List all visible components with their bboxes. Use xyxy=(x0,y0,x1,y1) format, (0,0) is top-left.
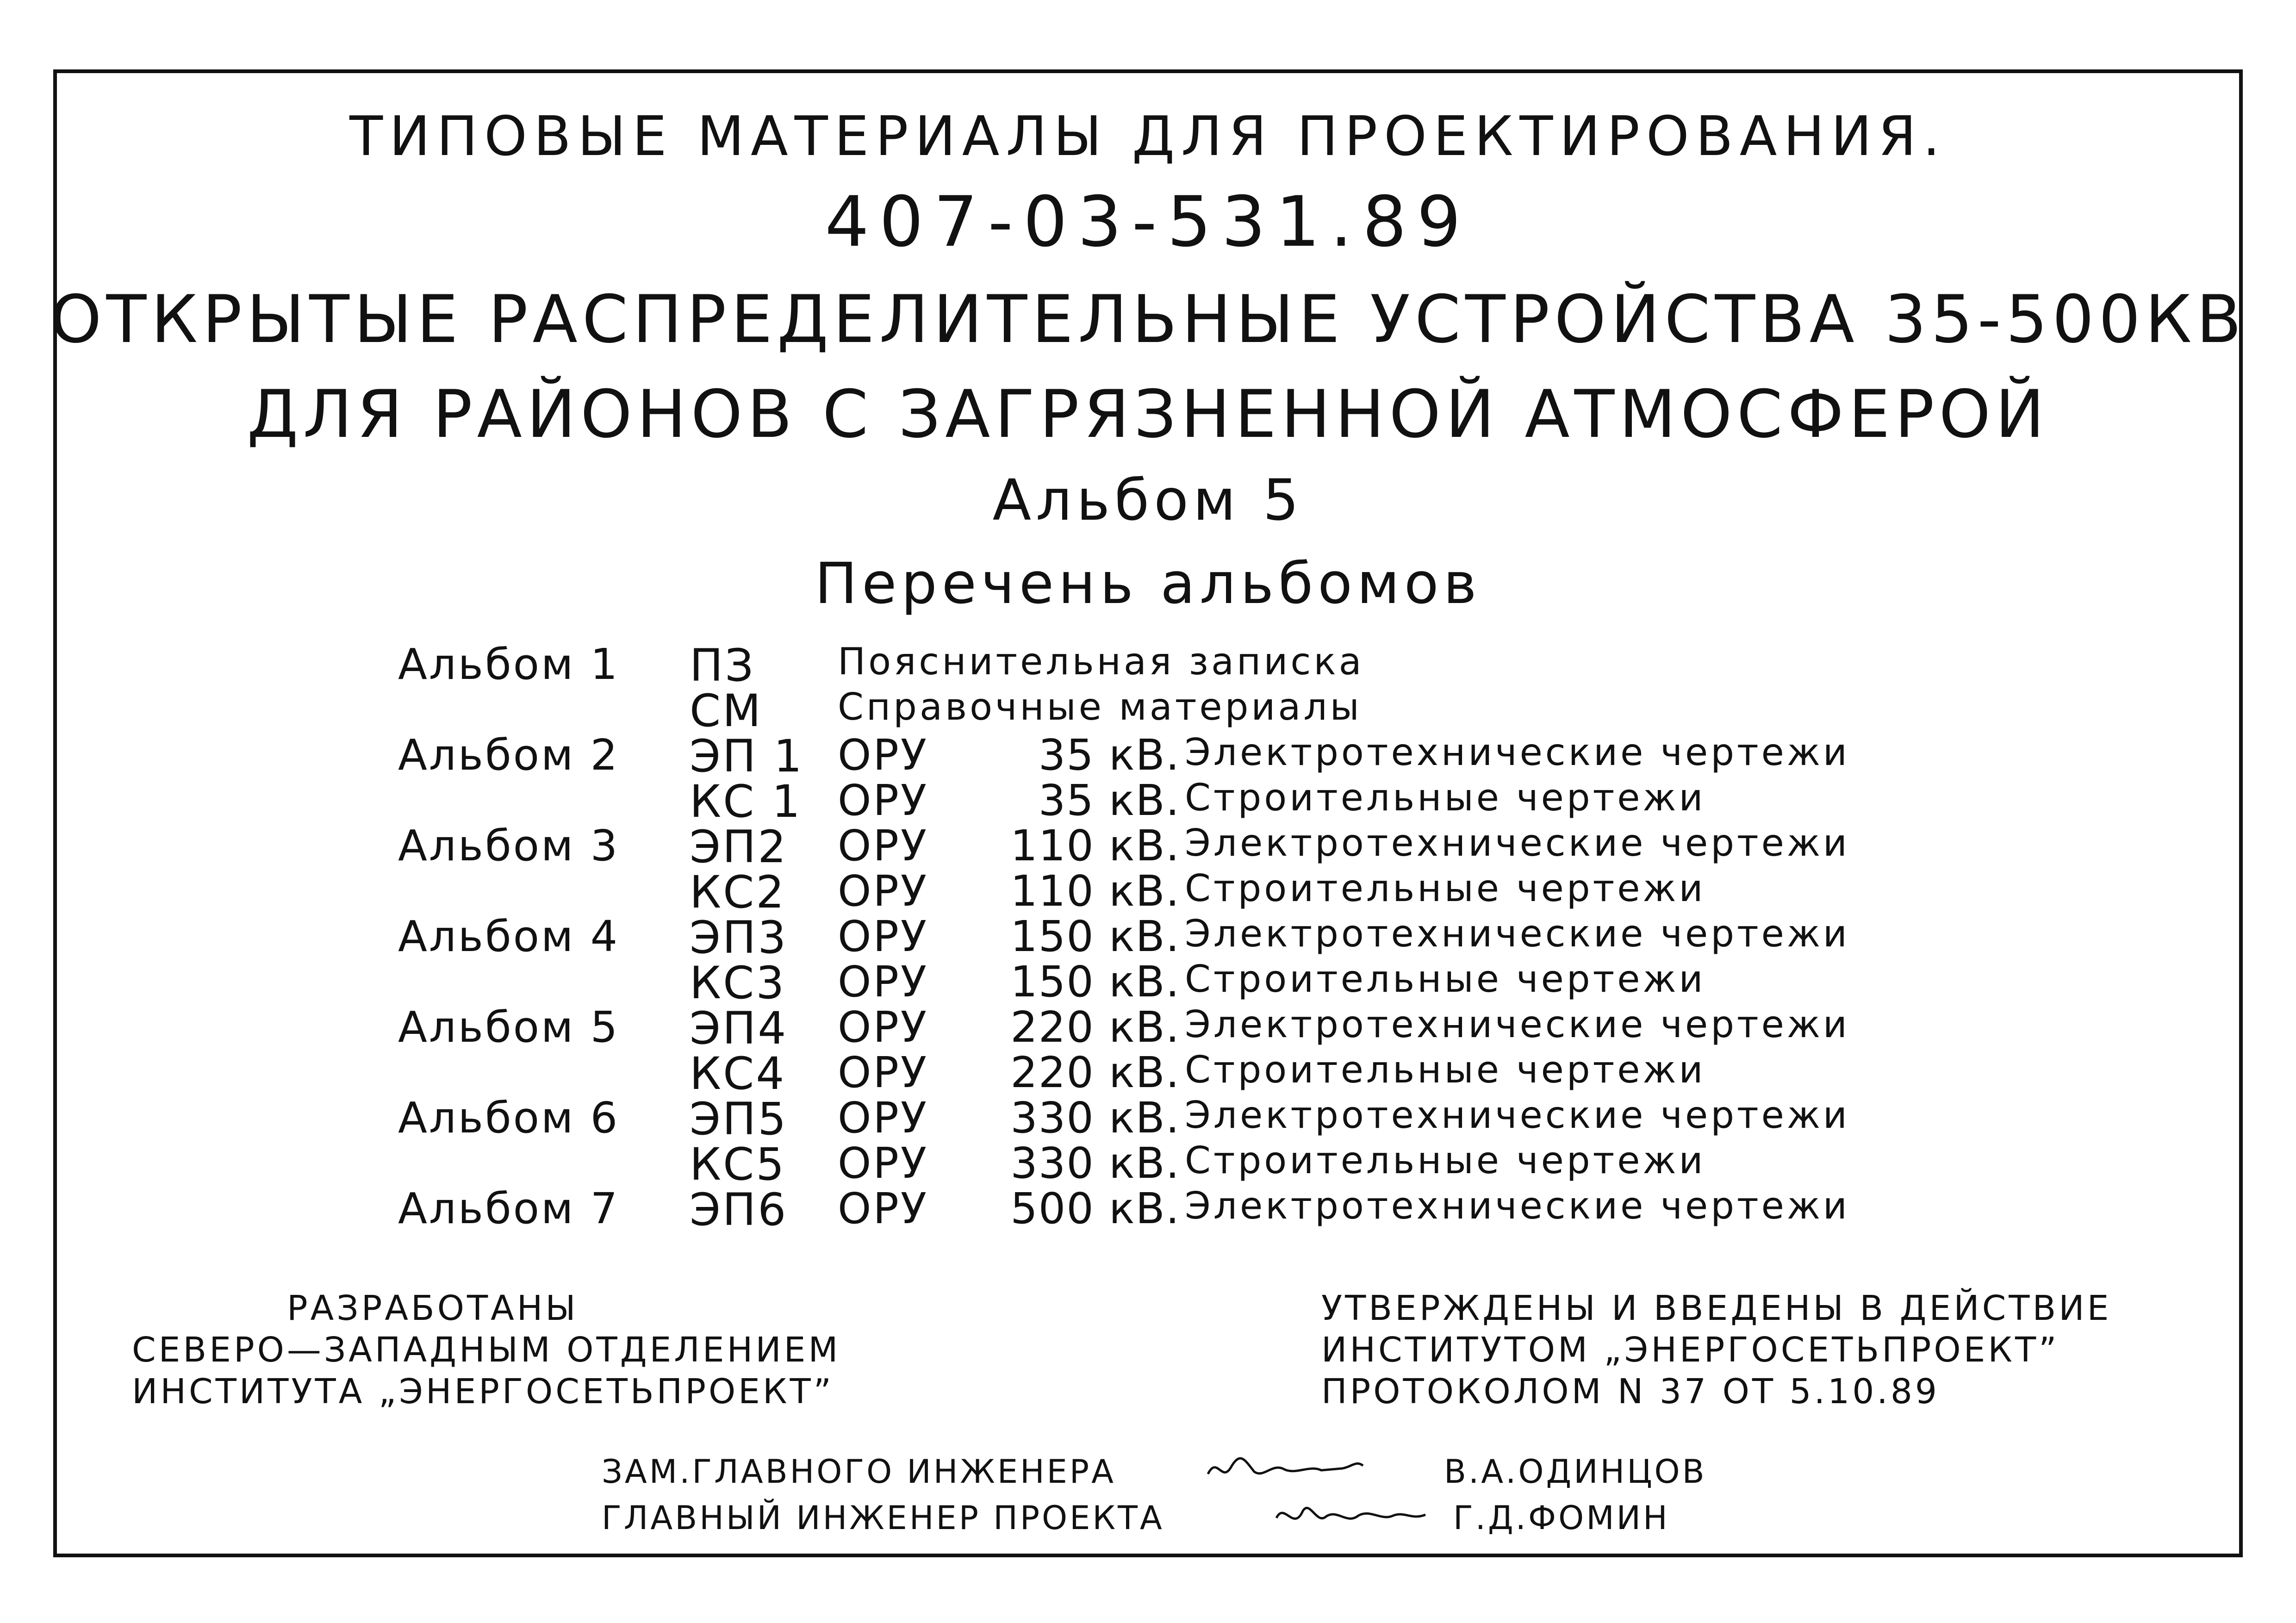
album-description: Электротехнические чертежи xyxy=(1185,821,1850,864)
document-title-line-1: ОТКРЫТЫЕ РАСПРЕДЕЛИТЕЛЬНЫЕ УСТРОЙСТВА 35-500КВ xyxy=(50,281,2246,358)
album-description: Электротехнические чертежи xyxy=(1185,1094,1850,1137)
album-voltage: 110 кВ. xyxy=(1010,866,1180,916)
album-description: Строительные чертежи xyxy=(1185,958,1706,1001)
developed-line-3: ИНСТИТУТА „ЭНЕРГОСЕТЬПРОЕКТ” xyxy=(132,1372,834,1412)
album-list-row xyxy=(0,1138,2296,1190)
album-device: ОРУ xyxy=(838,1184,928,1233)
album-code: КС 1 xyxy=(690,776,802,827)
album-list-row xyxy=(0,912,2296,964)
signature-name-deputy: В.А.ОДИНЦОВ xyxy=(1444,1453,1707,1491)
album-description: Справочные материалы xyxy=(838,685,1362,728)
album-voltage: 220 кВ. xyxy=(1010,1002,1180,1052)
album-description: Электротехнические чертежи xyxy=(1185,1003,1850,1046)
album-list-row xyxy=(0,685,2296,737)
album-description: Электротехнические чертежи xyxy=(1185,912,1850,955)
album-label: Альбом 1 xyxy=(398,640,620,689)
signature-role-chief: ГЛАВНЫЙ ИНЖЕНЕР ПРОЕКТА xyxy=(602,1499,1164,1537)
album-list-row xyxy=(0,776,2296,827)
album-device: ОРУ xyxy=(838,912,928,961)
album-code: ЭП4 xyxy=(690,1002,788,1054)
album-list-row xyxy=(0,1093,2296,1145)
album-voltage: 110 кВ. xyxy=(1010,821,1180,871)
album-description: Строительные чертежи xyxy=(1185,867,1706,910)
album-code: ПЗ xyxy=(690,640,755,691)
album-device: ОРУ xyxy=(838,1002,928,1052)
developed-line-2: СЕВЕРО—ЗАПАДНЫМ ОТДЕЛЕНИЕМ xyxy=(132,1330,841,1370)
album-voltage: 500 кВ. xyxy=(1010,1184,1180,1233)
album-voltage: 330 кВ. xyxy=(1010,1138,1180,1188)
album-code: ЭП3 xyxy=(690,912,788,964)
album-code: СМ xyxy=(690,685,763,737)
album-description: Электротехнические чертежи xyxy=(1185,731,1850,774)
album-description: Строительные чертежи xyxy=(1185,776,1706,819)
album-voltage: 35 кВ. xyxy=(1038,730,1180,780)
approved-line-3: ПРОТОКОЛОМ N 37 ОТ 5.10.89 xyxy=(1321,1372,1940,1412)
album-description: Строительные чертежи xyxy=(1185,1139,1706,1182)
album-code: КС5 xyxy=(690,1138,786,1190)
album-label: Альбом 3 xyxy=(398,821,620,871)
album-list-row xyxy=(0,866,2296,918)
album-list-row xyxy=(0,730,2296,782)
album-list-row xyxy=(0,957,2296,1009)
album-label: Альбом 4 xyxy=(398,912,620,961)
album-device: ОРУ xyxy=(838,821,928,871)
album-code: ЭП2 xyxy=(690,821,788,873)
album-code: ЭП5 xyxy=(690,1093,788,1145)
album-list-row xyxy=(0,821,2296,873)
developed-line-1: РАЗРАБОТАНЫ xyxy=(287,1288,579,1328)
album-list-row xyxy=(0,1048,2296,1100)
album-device: ОРУ xyxy=(838,730,928,780)
album-voltage: 35 кВ. xyxy=(1038,776,1180,825)
approved-line-1: УТВЕРЖДЕНЫ И ВВЕДЕНЫ В ДЕЙСТВИЕ xyxy=(1321,1288,2112,1328)
album-voltage: 150 кВ. xyxy=(1010,957,1180,1007)
album-code: КС2 xyxy=(690,866,786,918)
handwritten-signature-deputy xyxy=(1203,1446,1388,1492)
album-device: ОРУ xyxy=(838,1048,928,1097)
album-description: Строительные чертежи xyxy=(1185,1048,1706,1091)
album-code: КС3 xyxy=(690,957,786,1009)
album-code: ЭП6 xyxy=(690,1184,788,1236)
album-voltage: 330 кВ. xyxy=(1010,1093,1180,1143)
album-device: ОРУ xyxy=(838,1093,928,1143)
album-device: ОРУ xyxy=(838,866,928,916)
signature-name-chief: Г.Д.ФОМИН xyxy=(1453,1499,1670,1537)
album-voltage: 220 кВ. xyxy=(1010,1048,1180,1097)
album-list-row xyxy=(0,640,2296,691)
album-code: ЭП 1 xyxy=(690,730,804,782)
album-label: Альбом 7 xyxy=(398,1184,620,1233)
album-voltage: 150 кВ. xyxy=(1010,912,1180,961)
album-label: Альбом 2 xyxy=(398,730,620,780)
document-title-line-2: ДЛЯ РАЙОНОВ С ЗАГРЯЗНЕННОЙ АТМОСФЕРОЙ xyxy=(247,376,2049,453)
album-list-row xyxy=(0,1184,2296,1236)
album-label: Альбом 6 xyxy=(398,1093,620,1143)
album-list-title: Перечень альбомов xyxy=(815,551,1481,616)
document-number: 407-03-531.89 xyxy=(825,182,1471,262)
album-description: Электротехнические чертежи xyxy=(1185,1184,1850,1227)
album-code: КС4 xyxy=(690,1048,786,1100)
album-device: ОРУ xyxy=(838,957,928,1007)
approved-line-2: ИНСТИТУТОМ „ЭНЕРГОСЕТЬПРОЕКТ” xyxy=(1321,1330,2060,1370)
album-list-row xyxy=(0,1002,2296,1054)
series-title: ТИПОВЫЕ МАТЕРИАЛЫ ДЛЯ ПРОЕКТИРОВАНИЯ. xyxy=(349,104,1947,168)
album-number: Альбом 5 xyxy=(992,467,1304,533)
album-device: ОРУ xyxy=(838,1138,928,1188)
album-device: ОРУ xyxy=(838,776,928,825)
handwritten-signature-chief xyxy=(1273,1492,1439,1539)
album-description: Пояснительная записка xyxy=(838,640,1364,683)
album-label: Альбом 5 xyxy=(398,1002,620,1052)
signature-role-deputy: ЗАМ.ГЛАВНОГО ИНЖЕНЕРА xyxy=(602,1453,1116,1491)
